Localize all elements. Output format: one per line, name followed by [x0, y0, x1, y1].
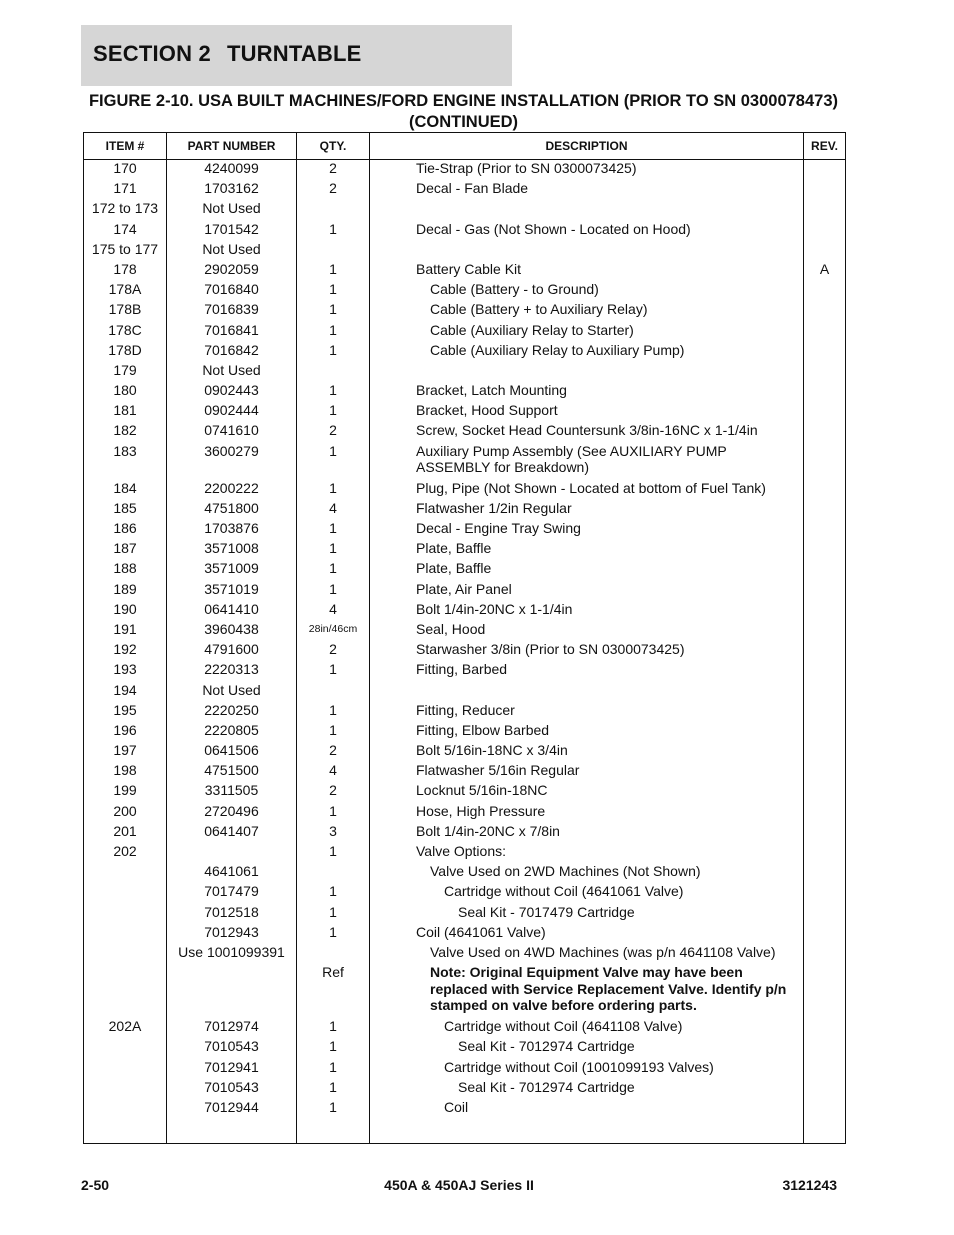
cell-part-number: 7017479	[167, 883, 297, 903]
cell-part-number: 2720496	[167, 803, 297, 823]
cell-revision	[804, 621, 846, 641]
cell-quantity: 1	[297, 1018, 370, 1038]
table-row	[84, 402, 846, 422]
cell-revision	[804, 944, 846, 964]
cell-item-number	[84, 1038, 167, 1058]
cell-part-number	[167, 843, 297, 863]
cell-part-number: 3571009	[167, 560, 297, 580]
filler-cell	[804, 1119, 846, 1143]
cell-part-number: 7016841	[167, 322, 297, 342]
cell-item-number: 179	[84, 362, 167, 382]
cell-quantity: 1	[297, 1038, 370, 1058]
cell-quantity: 1	[297, 480, 370, 500]
cell-quantity	[297, 682, 370, 702]
parts-table-body	[84, 160, 846, 1144]
table-row	[84, 261, 846, 281]
cell-item-number: 201	[84, 823, 167, 843]
table-row	[84, 843, 846, 863]
cell-part-number: 0902444	[167, 402, 297, 422]
cell-item-number: 172 to 173	[84, 200, 167, 220]
cell-revision	[804, 601, 846, 621]
cell-item-number: 184	[84, 480, 167, 500]
cell-item-number: 192	[84, 641, 167, 661]
cell-item-number: 187	[84, 540, 167, 560]
cell-quantity: 4	[297, 500, 370, 520]
cell-description: Fitting, Reducer	[370, 702, 804, 722]
cell-item-number: 188	[84, 560, 167, 580]
cell-description: Cable (Auxiliary Relay to Auxiliary Pump)	[370, 342, 804, 362]
cell-quantity: 1	[297, 342, 370, 362]
cell-description: Cartridge without Coil (1001099193 Valves)	[370, 1059, 804, 1079]
cell-description: Battery Cable Kit	[370, 261, 804, 281]
table-row	[84, 540, 846, 560]
cell-description: Decal - Engine Tray Swing	[370, 520, 804, 540]
cell-revision	[804, 924, 846, 944]
cell-revision	[804, 160, 846, 181]
filler-cell	[167, 1119, 297, 1143]
filler-cell	[297, 1119, 370, 1143]
table-row	[84, 1079, 846, 1099]
cell-description	[370, 682, 804, 702]
cell-quantity: 28in/46cm	[297, 621, 370, 641]
cell-part-number: 0641407	[167, 823, 297, 843]
cell-part-number: 7010543	[167, 1079, 297, 1099]
cell-part-number: 7012944	[167, 1099, 297, 1119]
cell-part-number: 7010543	[167, 1038, 297, 1058]
cell-description: Coil	[370, 1099, 804, 1119]
section-header	[81, 25, 512, 86]
cell-item-number	[84, 1059, 167, 1079]
table-row	[84, 1099, 846, 1119]
cell-quantity: 1	[297, 301, 370, 321]
cell-revision	[804, 1018, 846, 1038]
cell-revision	[804, 322, 846, 342]
cell-description: Flatwasher 1/2in Regular	[370, 500, 804, 520]
cell-description: Starwasher 3/8in (Prior to SN 0300073425)	[370, 641, 804, 661]
cell-quantity: 1	[297, 883, 370, 903]
cell-description: Decal - Fan Blade	[370, 180, 804, 200]
table-row	[84, 362, 846, 382]
cell-description: Seal Kit - 7012974 Cartridge	[370, 1038, 804, 1058]
document-number: 3121243	[782, 1177, 837, 1193]
cell-quantity: 1	[297, 322, 370, 342]
cell-quantity: 1	[297, 382, 370, 402]
cell-quantity: 2	[297, 180, 370, 200]
cell-revision	[804, 520, 846, 540]
cell-item-number	[84, 964, 167, 1018]
table-row	[84, 342, 846, 362]
cell-description: Plug, Pipe (Not Shown - Located at bottom of Fuel Tank)	[370, 480, 804, 500]
cell-item-number: 196	[84, 722, 167, 742]
column-header-description: DESCRIPTION	[370, 133, 804, 160]
cell-description: Cable (Auxiliary Relay to Starter)	[370, 322, 804, 342]
cell-part-number: 7016842	[167, 342, 297, 362]
cell-part-number: 3960438	[167, 621, 297, 641]
cell-part-number: 2220313	[167, 661, 297, 681]
cell-revision	[804, 480, 846, 500]
cell-description: Plate, Air Panel	[370, 581, 804, 601]
cell-description: Cartridge without Coil (4641061 Valve)	[370, 883, 804, 903]
cell-revision	[804, 581, 846, 601]
cell-quantity	[297, 863, 370, 883]
cell-revision	[804, 382, 846, 402]
cell-item-number: 171	[84, 180, 167, 200]
cell-quantity: 2	[297, 782, 370, 802]
cell-part-number	[167, 964, 297, 1018]
cell-revision	[804, 422, 846, 442]
cell-part-number: 3571019	[167, 581, 297, 601]
table-row	[84, 1018, 846, 1038]
cell-revision	[804, 641, 846, 661]
section-title: TURNTABLE	[226, 41, 362, 66]
cell-item-number: 195	[84, 702, 167, 722]
cell-item-number: 180	[84, 382, 167, 402]
table-row	[84, 443, 846, 480]
table-row	[84, 601, 846, 621]
cell-description: Screw, Socket Head Countersunk 3/8in-16NC x 1-1/4in	[370, 422, 804, 442]
cell-quantity	[297, 362, 370, 382]
cell-revision	[804, 241, 846, 261]
cell-revision	[804, 342, 846, 362]
cell-description: Auxiliary Pump Assembly (See AUXILIARY PUMP ASSEMBLY for Breakdown)	[370, 443, 804, 480]
cell-part-number: 7012943	[167, 924, 297, 944]
table-row	[84, 241, 846, 261]
column-header-rev: REV.	[804, 133, 846, 160]
cell-item-number: 174	[84, 221, 167, 241]
table-row	[84, 500, 846, 520]
cell-item-number	[84, 924, 167, 944]
cell-quantity: 1	[297, 661, 370, 681]
cell-item-number: 202	[84, 843, 167, 863]
cell-item-number: 193	[84, 661, 167, 681]
table-row	[84, 480, 846, 500]
cell-quantity: 2	[297, 641, 370, 661]
cell-revision	[804, 904, 846, 924]
cell-item-number	[84, 1099, 167, 1119]
cell-revision	[804, 863, 846, 883]
cell-part-number: Not Used	[167, 362, 297, 382]
filler-cell	[370, 1119, 804, 1143]
table-row	[84, 924, 846, 944]
cell-quantity: 1	[297, 520, 370, 540]
cell-revision	[804, 180, 846, 200]
cell-part-number: Not Used	[167, 200, 297, 220]
cell-item-number: 198	[84, 762, 167, 782]
cell-revision	[804, 221, 846, 241]
cell-item-number: 199	[84, 782, 167, 802]
cell-part-number: 7016840	[167, 281, 297, 301]
cell-description: Bolt 1/4in-20NC x 7/8in	[370, 823, 804, 843]
cell-revision	[804, 500, 846, 520]
cell-quantity: 1	[297, 560, 370, 580]
table-filler-row	[84, 1119, 846, 1143]
cell-revision	[804, 661, 846, 681]
cell-item-number: 197	[84, 742, 167, 762]
cell-item-number	[84, 1079, 167, 1099]
cell-quantity: 2	[297, 160, 370, 181]
cell-revision	[804, 281, 846, 301]
cell-part-number: 4751500	[167, 762, 297, 782]
cell-item-number: 186	[84, 520, 167, 540]
table-row	[84, 722, 846, 742]
cell-item-number: 178	[84, 261, 167, 281]
table-row	[84, 1038, 846, 1058]
cell-quantity	[297, 200, 370, 220]
cell-revision	[804, 964, 846, 1018]
table-row	[84, 661, 846, 681]
cell-quantity: 1	[297, 581, 370, 601]
cell-part-number: 3311505	[167, 782, 297, 802]
cell-item-number: 183	[84, 443, 167, 480]
cell-item-number: 200	[84, 803, 167, 823]
table-row	[84, 944, 846, 964]
cell-item-number	[84, 883, 167, 903]
cell-revision	[804, 560, 846, 580]
page-number: 2-50	[81, 1177, 110, 1193]
cell-quantity: 1	[297, 904, 370, 924]
table-row	[84, 682, 846, 702]
cell-item-number: 170	[84, 160, 167, 181]
table-row	[84, 200, 846, 220]
column-header-qty: QTY.	[297, 133, 370, 160]
cell-part-number: Use 1001099391	[167, 944, 297, 964]
cell-quantity: 1	[297, 1079, 370, 1099]
table-row	[84, 281, 846, 301]
cell-revision	[804, 782, 846, 802]
cell-revision	[804, 1059, 846, 1079]
cell-description: Coil (4641061 Valve)	[370, 924, 804, 944]
cell-quantity: 1	[297, 402, 370, 422]
cell-description: Valve Options:	[370, 843, 804, 863]
model-name: 450A & 450AJ Series II	[384, 1177, 534, 1193]
cell-revision	[804, 200, 846, 220]
cell-description: Tie-Strap (Prior to SN 0300073425)	[370, 160, 804, 181]
cell-quantity: Ref	[297, 964, 370, 1018]
cell-description: Bracket, Hood Support	[370, 402, 804, 422]
cell-quantity: 1	[297, 540, 370, 560]
figure-title: FIGURE 2-10. USA BUILT MACHINES/FORD ENGINE INSTALLATION (PRIOR TO SN 0300078473) (CONTINUED)	[88, 92, 839, 131]
cell-part-number: 1703876	[167, 520, 297, 540]
cell-item-number: 194	[84, 682, 167, 702]
table-row	[84, 803, 846, 823]
cell-part-number: 4751800	[167, 500, 297, 520]
cell-quantity: 1	[297, 702, 370, 722]
cell-revision	[804, 843, 846, 863]
cell-part-number: 4641061	[167, 863, 297, 883]
cell-description: Decal - Gas (Not Shown - Located on Hood)	[370, 221, 804, 241]
cell-item-number: 178D	[84, 342, 167, 362]
table-row	[84, 581, 846, 601]
cell-part-number: 1703162	[167, 180, 297, 200]
table-row	[84, 221, 846, 241]
cell-description: Note: Original Equipment Valve may have been replaced with Service Replacement Valve. Identify p/n stamped on valve before ordering parts.	[370, 964, 804, 1018]
cell-item-number	[84, 944, 167, 964]
cell-quantity: 4	[297, 762, 370, 782]
cell-item-number: 191	[84, 621, 167, 641]
table-row	[84, 322, 846, 342]
cell-revision	[804, 823, 846, 843]
table-row	[84, 641, 846, 661]
cell-description: Bolt 5/16in-18NC x 3/4in	[370, 742, 804, 762]
cell-item-number: 178A	[84, 281, 167, 301]
cell-description	[370, 200, 804, 220]
parts-table	[83, 132, 846, 1144]
cell-quantity: 1	[297, 281, 370, 301]
cell-revision	[804, 402, 846, 422]
cell-description	[370, 362, 804, 382]
cell-description	[370, 241, 804, 261]
cell-revision	[804, 702, 846, 722]
table-row	[84, 762, 846, 782]
table-header-row	[84, 133, 846, 160]
cell-description: Plate, Baffle	[370, 540, 804, 560]
cell-quantity: 1	[297, 722, 370, 742]
cell-revision	[804, 883, 846, 903]
cell-description: Fitting, Elbow Barbed	[370, 722, 804, 742]
cell-item-number: 178C	[84, 322, 167, 342]
cell-revision	[804, 301, 846, 321]
table-row	[84, 823, 846, 843]
cell-description: Cable (Battery - to Ground)	[370, 281, 804, 301]
cell-item-number: 182	[84, 422, 167, 442]
cell-description: Fitting, Barbed	[370, 661, 804, 681]
cell-part-number: 2220805	[167, 722, 297, 742]
cell-part-number: 4240099	[167, 160, 297, 181]
cell-part-number: Not Used	[167, 682, 297, 702]
cell-part-number: 0641410	[167, 601, 297, 621]
cell-description: Bolt 1/4in-20NC x 1-1/4in	[370, 601, 804, 621]
cell-quantity: 2	[297, 742, 370, 762]
cell-quantity: 1	[297, 443, 370, 480]
column-header-part-number: PART NUMBER	[167, 133, 297, 160]
cell-part-number: 7012518	[167, 904, 297, 924]
table-row	[84, 520, 846, 540]
cell-part-number: 0641506	[167, 742, 297, 762]
cell-quantity	[297, 241, 370, 261]
table-row	[84, 904, 846, 924]
cell-part-number: 2200222	[167, 480, 297, 500]
cell-item-number	[84, 863, 167, 883]
cell-quantity: 1	[297, 221, 370, 241]
table-row	[84, 883, 846, 903]
cell-description: Locknut 5/16in-18NC	[370, 782, 804, 802]
cell-part-number: 2902059	[167, 261, 297, 281]
cell-item-number: 178B	[84, 301, 167, 321]
cell-description: Plate, Baffle	[370, 560, 804, 580]
cell-part-number: 4791600	[167, 641, 297, 661]
table-row	[84, 742, 846, 762]
cell-revision	[804, 1079, 846, 1099]
cell-revision	[804, 722, 846, 742]
cell-quantity: 2	[297, 422, 370, 442]
table-row	[84, 1059, 846, 1079]
cell-revision	[804, 682, 846, 702]
cell-part-number: 3571008	[167, 540, 297, 560]
cell-part-number: 7016839	[167, 301, 297, 321]
table-row	[84, 782, 846, 802]
cell-part-number: 7012974	[167, 1018, 297, 1038]
table-row	[84, 964, 846, 1018]
cell-description: Valve Used on 2WD Machines (Not Shown)	[370, 863, 804, 883]
filler-cell	[84, 1119, 167, 1143]
cell-quantity: 1	[297, 261, 370, 281]
cell-quantity: 1	[297, 803, 370, 823]
cell-description: Seal Kit - 7012974 Cartridge	[370, 1079, 804, 1099]
cell-revision: A	[804, 261, 846, 281]
cell-part-number: 1701542	[167, 221, 297, 241]
cell-quantity: 1	[297, 1059, 370, 1079]
cell-part-number: Not Used	[167, 241, 297, 261]
cell-revision	[804, 540, 846, 560]
cell-item-number: 181	[84, 402, 167, 422]
cell-item-number	[84, 904, 167, 924]
table-row	[84, 621, 846, 641]
cell-revision	[804, 742, 846, 762]
cell-quantity: 1	[297, 1099, 370, 1119]
section-number: SECTION 2	[93, 41, 211, 66]
table-row	[84, 180, 846, 200]
table-row	[84, 560, 846, 580]
cell-part-number: 2220250	[167, 702, 297, 722]
cell-item-number: 175 to 177	[84, 241, 167, 261]
cell-quantity: 1	[297, 924, 370, 944]
cell-quantity	[297, 944, 370, 964]
cell-item-number: 185	[84, 500, 167, 520]
cell-description: Bracket, Latch Mounting	[370, 382, 804, 402]
cell-item-number: 190	[84, 601, 167, 621]
cell-revision	[804, 362, 846, 382]
cell-revision	[804, 1038, 846, 1058]
cell-revision	[804, 803, 846, 823]
cell-quantity: 3	[297, 823, 370, 843]
cell-part-number: 7012941	[167, 1059, 297, 1079]
cell-revision	[804, 762, 846, 782]
cell-description: Flatwasher 5/16in Regular	[370, 762, 804, 782]
cell-item-number: 189	[84, 581, 167, 601]
table-row	[84, 301, 846, 321]
cell-description: Seal Kit - 7017479 Cartridge	[370, 904, 804, 924]
cell-description: Cable (Battery + to Auxiliary Relay)	[370, 301, 804, 321]
cell-quantity: 4	[297, 601, 370, 621]
cell-item-number: 202A	[84, 1018, 167, 1038]
cell-part-number: 0741610	[167, 422, 297, 442]
table-row	[84, 382, 846, 402]
cell-part-number: 3600279	[167, 443, 297, 480]
page-footer	[81, 1177, 837, 1197]
cell-description: Valve Used on 4WD Machines (was p/n 4641108 Valve)	[370, 944, 804, 964]
cell-description: Hose, High Pressure	[370, 803, 804, 823]
cell-description: Cartridge without Coil (4641108 Valve)	[370, 1018, 804, 1038]
table-row	[84, 863, 846, 883]
cell-revision	[804, 443, 846, 480]
cell-quantity: 1	[297, 843, 370, 863]
table-row	[84, 160, 846, 181]
table-row	[84, 422, 846, 442]
table-row	[84, 702, 846, 722]
cell-description: Seal, Hood	[370, 621, 804, 641]
column-header-item: ITEM #	[84, 133, 167, 160]
cell-part-number: 0902443	[167, 382, 297, 402]
cell-revision	[804, 1099, 846, 1119]
